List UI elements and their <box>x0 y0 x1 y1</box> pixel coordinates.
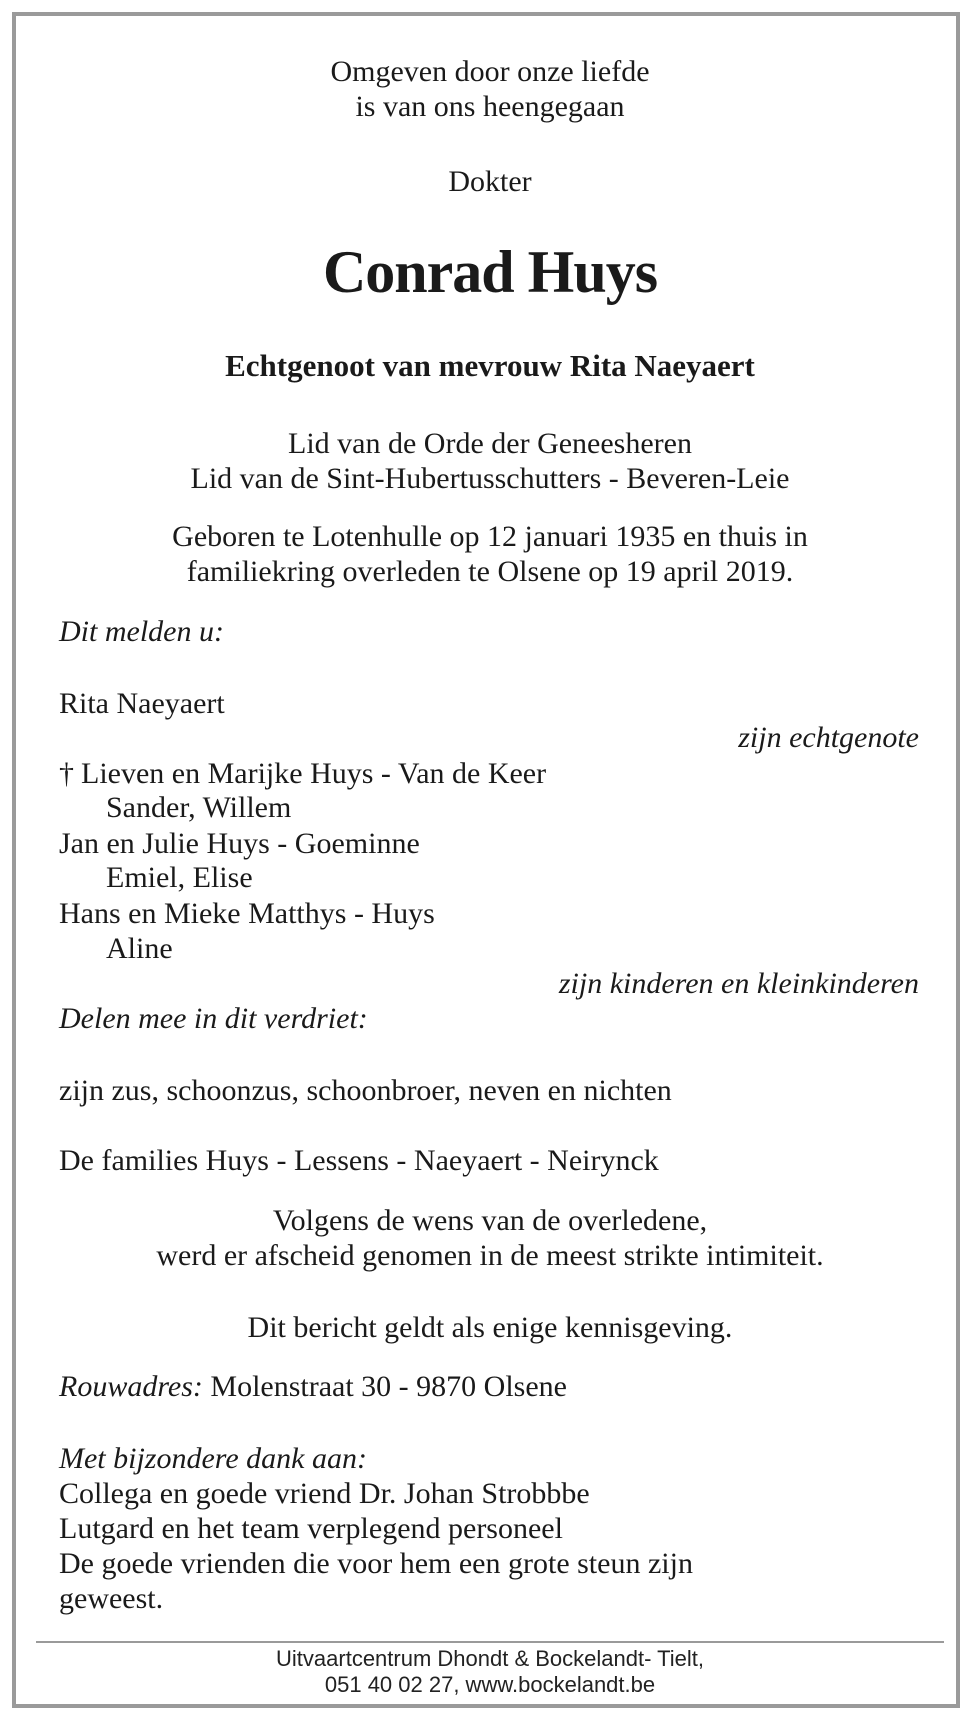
birth-death-line-1: Geboren te Lotenhulle op 12 januari 1935 en thuis in <box>172 520 808 553</box>
wish-line-2: werd er afscheid genomen in de meest strikte intimiteit. <box>156 1239 824 1272</box>
family-children-1: Sander, Willem <box>106 791 292 824</box>
intro-line-1: Omgeven door onze liefde <box>330 55 650 88</box>
children-role: zijn kinderen en kleinkinderen <box>558 967 919 1000</box>
family-children-3: Aline <box>106 932 173 965</box>
membership-line-2: Lid van de Sint-Hubertusschutters - Beveren-Leie <box>190 462 790 495</box>
spouse-line: Echtgenoot van mevrouw Rita Naeyaert <box>225 348 755 383</box>
footer-line-2: 051 40 02 27, www.bockelandt.be <box>324 1672 656 1697</box>
address-label: Rouwadres: <box>59 1370 203 1403</box>
membership-line-1: Lid van de Orde der Geneesheren <box>288 427 692 460</box>
thanks-line-2: Lutgard en het team verplegend personeel <box>59 1512 563 1545</box>
cross-icon: † <box>59 757 74 790</box>
address-line <box>59 1369 567 1405</box>
announce-intro: Dit melden u: <box>59 615 224 648</box>
family-parents-2: Jan en Julie Huys - Goeminne <box>59 827 420 860</box>
deceased-name: Conrad Huys <box>322 239 658 305</box>
thanks-line-4: geweest. <box>59 1582 164 1615</box>
wish-line-1: Volgens de wens van de overledene, <box>272 1204 708 1237</box>
sharing-families: De families Huys - Lessens - Naeyaert - Neirynck <box>59 1144 659 1177</box>
thanks-line-1: Collega en goede vriend Dr. Johan Strobbbe <box>59 1477 590 1510</box>
family-children-2: Emiel, Elise <box>106 861 253 894</box>
footer-line-1: Uitvaartcentrum Dhondt & Bockelandt- Tielt, <box>276 1646 704 1671</box>
notice-line: Dit bericht geldt als enige kennisgeving. <box>247 1311 733 1344</box>
intro-line-2: is van ons heengegaan <box>355 90 625 123</box>
sharing-intro: Delen mee in dit verdriet: <box>59 1002 368 1035</box>
family-parents-3: Hans en Mieke Matthys - Huys <box>59 897 435 930</box>
birth-death-line-2: familiekring overleden te Olsene op 19 april 2019. <box>186 555 794 588</box>
family-parents-1-text: Lieven en Marijke Huys - Van de Keer <box>81 757 547 790</box>
thanks-intro: Met bijzondere dank aan: <box>59 1442 367 1475</box>
thanks-line-3: De goede vrienden die voor hem een grote steun zijn <box>59 1547 693 1580</box>
address-value: Molenstraat 30 - 9870 Olsene <box>210 1370 567 1403</box>
footer-divider <box>36 1641 944 1643</box>
title-prefix: Dokter <box>448 165 532 198</box>
family-parents-1 <box>59 756 546 792</box>
spouse-name: Rita Naeyaert <box>59 687 225 720</box>
sharing-relatives: zijn zus, schoonzus, schoonbroer, neven en nichten <box>59 1074 672 1107</box>
spouse-role: zijn echtgenote <box>738 721 919 754</box>
